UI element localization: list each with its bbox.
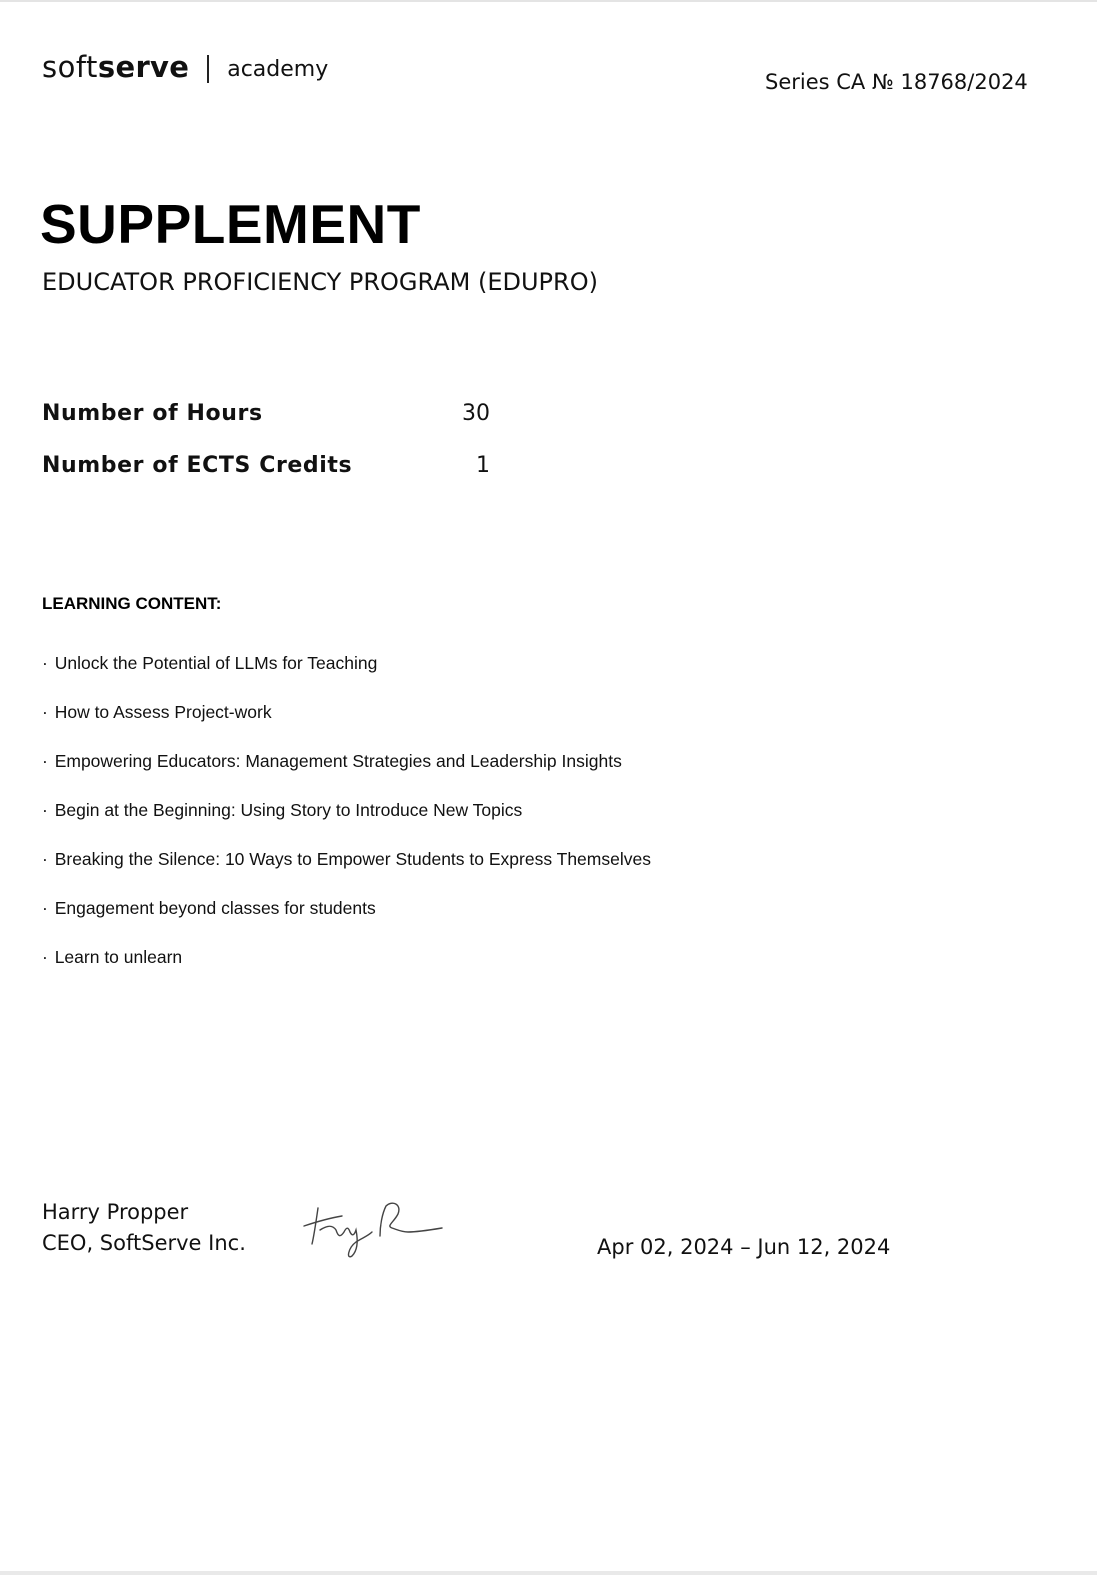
top-border [0,0,1097,2]
ects-label: Number of ECTS Credits [42,453,353,478]
signer-block [42,1197,246,1259]
document-title: SUPPLEMENT [40,193,421,255]
softserve-academy-logo [42,50,328,84]
signer-title: CEO, SoftServe Inc. [42,1231,246,1255]
list-item-text: Engagement beyond classes for students [54,898,376,918]
series-number: Series CA № 18768/2024 [765,70,1028,94]
bullet-icon: · [42,947,48,967]
list-item-text: Breaking the Silence: 10 Ways to Empower Students to Express Themselves [54,849,651,869]
list-item-text: Unlock the Potential of LLMs for Teaching [54,653,378,673]
ects-row [42,453,502,485]
signer-name: Harry Propper [42,1200,189,1224]
logo-academy-text: academy [227,56,329,82]
logo-divider [207,55,209,83]
list-item [42,750,651,799]
bullet-icon: · [42,849,48,869]
bullet-icon: · [42,800,48,820]
learning-content-heading: LEARNING CONTENT: [42,594,222,613]
list-item-text: Begin at the Beginning: Using Story to Introduce New Topics [54,800,523,820]
logo-serve-text: serve [97,50,190,84]
list-item [42,799,651,848]
hours-row [42,401,502,433]
list-item [42,897,651,946]
list-item [42,701,651,750]
list-item [42,946,651,995]
ects-value: 1 [476,453,490,478]
program-name: EDUCATOR PROFICIENCY PROGRAM (EDUPRO) [42,268,598,296]
hours-value: 30 [462,401,490,426]
logo-soft-text: soft [42,50,98,84]
learning-content-list [42,652,651,995]
hours-label: Number of Hours [42,401,263,426]
list-item-text: How to Assess Project-work [54,702,272,722]
bottom-border [0,1571,1097,1575]
bullet-icon: · [42,751,48,771]
bullet-icon: · [42,653,48,673]
bullet-icon: · [42,898,48,918]
program-dates: Apr 02, 2024 – Jun 12, 2024 [597,1235,891,1259]
list-item-text: Empowering Educators: Management Strategies and Leadership Insights [54,751,622,771]
list-item-text: Learn to unlearn [54,947,183,967]
handwritten-signature [296,1196,446,1266]
list-item [42,652,651,701]
list-item [42,848,651,897]
bullet-icon: · [42,702,48,722]
